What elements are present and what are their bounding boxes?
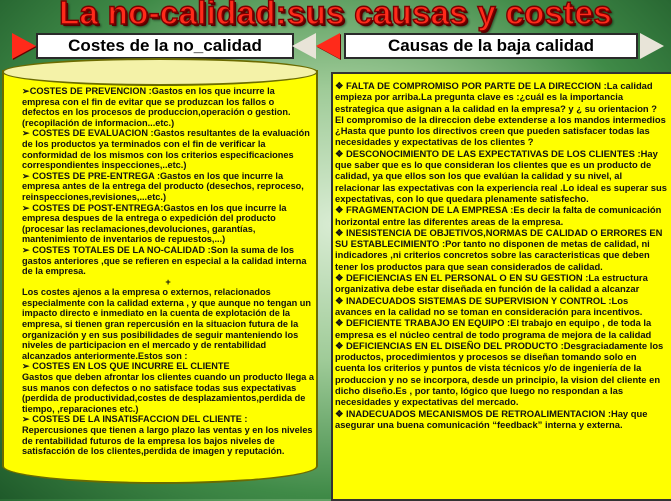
- list-item: ❖ INADECUADOS MECANISMOS DE RETROALIMENTACION :Hay que asegurar una buena comunicación “feedback” interna y externa.: [335, 407, 648, 430]
- cylinder-top: [2, 58, 318, 86]
- list-item: ❖ INESISTENCIA DE OBJETIVOS,NORMAS DE CALIDAD O ERRORES EN SU ESTABLECIMIENTO :Por tanto no disponen de metas de calidad, ni indicadores ,ni criterios concretos sobre las caracteristicas que deben tener los productos para que sean considerados de calidad.: [335, 226, 663, 272]
- header-causas: Causas de la baja calidad: [344, 33, 638, 59]
- causas-list: [335, 80, 667, 430]
- list-item: ➢ COSTES TOTALES DE LA NO-CALIDAD :Son la suma de los gastos anteriores ,que se refieren en especial a la calidad interna de la empresa.: [22, 244, 307, 277]
- list-item: ❖ DESCONOCIMIENTO DE LAS EXPECTATIVAS DE LOS CLIENTES :Hay que saber que es lo que consideran los clientes que es un producto de calidad, ya que ellos son los que evalúan la calidad y su nivel, al relacionar las expectativas con la experiencia real .Lo ideal es superar sus expectativas, con lo que quedara plenamente satisfecho.: [335, 147, 667, 204]
- arrow-right-icon: [640, 33, 664, 59]
- list-item: ❖ DEFICIENTE TRABAJO EN EQUIPO :El trabajo en equipo , de toda la empresa es el núcleo central de todo programa de mejora de la calidad: [335, 317, 652, 340]
- list-item: ❖ INADECUADOS SISTEMAS DE SUPERVISION Y CONTROL :Los avances en la calidad no se toman en consideración para incentivos.: [335, 294, 643, 317]
- list-item: ➢COSTES DE PREVENCION :Gastos en los que incurre la empresa con el fin de evitar que se produzcan los fallos o defectos en los procesos de produccion,operación o gestion.(recopilación de informacion...etc.): [22, 86, 291, 128]
- arrow-right-icon: [12, 33, 36, 59]
- page-title: La no-calidad:sus causas y costes: [59, 0, 612, 31]
- list-item: ➢ COSTES DE PRE-ENTREGA :Gastos en los que incurre la empresa antes de la entrega del producto (desechos, reproceso, reinspecciones,revisiones,...etc.): [22, 170, 304, 202]
- list-item: ❖ FALTA DE COMPROMISO POR PARTE DE LA DIRECCION :La calidad empieza por arriba.La pregunta clave es :¿cuál es la importancia estrategica que asignan a la calidad en la empresa? y ¿ su orientacion ?: [335, 80, 657, 114]
- list-item: El compromiso de la direccion debe extenderse a los mandos intermedios ¿Hasta que punto los directivos creen que pueden satisfacer todas las necesidades y expectativas de los clientes ?: [335, 113, 666, 148]
- list-item: Gastos que deben afrontar los clientes cuando un producto llega a sus manos con defectos o no satisface todas sus expectativas (perdida de productividad,costes de desplazamientos,perdida de tiempo, ,reparaciones etc.): [22, 372, 315, 414]
- list-item: Repercusiones que tienen a largo plazo las ventas y en los niveles de rentabilidad futuros de la empresa los bajos niveles de satisfacción de los clientes,perdida de imagen y reputación.: [22, 425, 313, 457]
- list-item: ❖ DEFICIENCIAS EN EL DISEÑO DEL PRODUCTO :Desgraciadamente los productos, procedimientos y procesos se diseñan tomando solo en cuenta los criterios y puntos de vista técnicos y/o de ingeniería de la produccion y no se incorpora, desde un principio, la vision del cliente en dicho diseño.Es , por tanto, lógico que luego no respondan a las necesidades y expectativas del mercado.: [335, 339, 664, 408]
- list-item: ❖ DEFICIENCIAS EN EL PERSONAL O EN SU GESTION :La estructura organizativa debe estar diseñada en función de la calidad a alcanzar: [335, 272, 648, 295]
- list-item: ❖ FRAGMENTACION DE LA EMPRESA :Es decir la falta de comunicación horizontal entre las diferentes areas de la empresa.: [335, 204, 662, 227]
- arrow-left-icon: [292, 33, 316, 59]
- list-item: ➢ COSTES DE POST-ENTREGA:Gastos en los que incurre la empresa despues de la entrega o expedición del producto (procesar las reclamaciones,devoluciones, garantías, mantenimiento de inventarios de repuestos,...): [22, 202, 287, 245]
- header-costes: Costes de la no_calidad: [36, 33, 294, 59]
- list-item: ➢ COSTES EN LOS QUE INCURRE EL CLIENTE: [22, 361, 230, 372]
- list-item: ➢ COSTES DE LA INSATISFACCION DEL CLIENTE :: [22, 414, 248, 425]
- list-item: ➢ COSTES DE EVALUACION :Gastos resultantes de la evaluación de los productos ya terminados con el fin de verificar la conformidad de los mismos con los criterios especificaciones correspondientes inspecciones,..etc.): [22, 128, 310, 171]
- list-item: Los costes ajenos a la empresa o externos, relacionados especialmente con la calidad externa , y que aunque no tengan un impacto directo e inmediato en la cuenta de explotación de la empresa, si tienen gran repercusión en la situacion futura de la organización y en sus posibilidades de seguir manteniendo los niveles de participacion en el mercado y de rentabilidad alcanzados anteriormente.Estos son :: [22, 287, 311, 361]
- plus-sign: +: [165, 276, 171, 287]
- costes-list: [22, 86, 314, 457]
- arrow-left-icon: [316, 33, 340, 59]
